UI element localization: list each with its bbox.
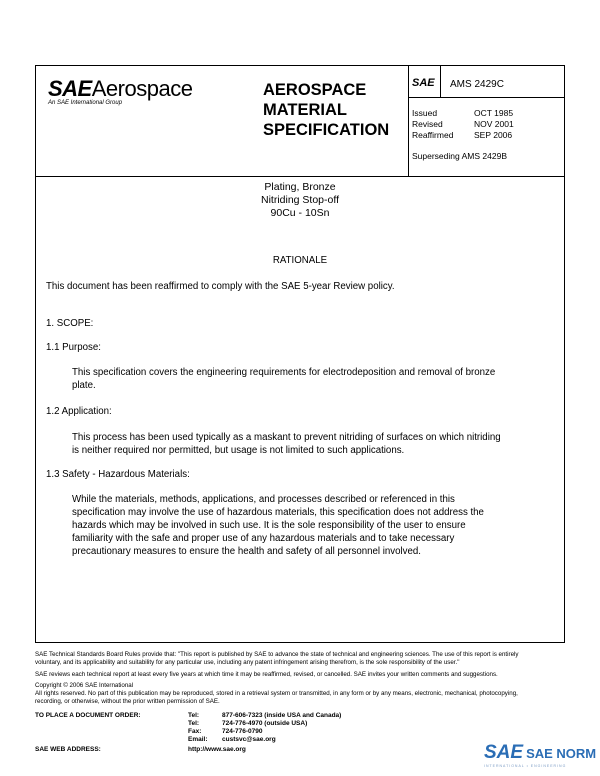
date-value: OCT 1985	[474, 108, 514, 118]
paragraph-line: plate.	[72, 380, 96, 391]
paragraph-line: This specification covers the engineering requirements for electrodeposition and removal of bronze	[72, 367, 496, 378]
section-safety-heading: 1.3 Safety - Hazardous Materials:	[46, 469, 190, 480]
contact-label: Fax:	[188, 728, 202, 735]
safety-paragraph	[72, 493, 552, 558]
sae-small-logo: SAE	[412, 77, 435, 89]
section-scope-heading: 1. SCOPE:	[46, 318, 94, 329]
paragraph-line: While the materials, methods, applications, and processes described or referenced in this	[72, 494, 455, 505]
contact-label: Tel:	[188, 720, 200, 727]
paragraph-line: precautionary measures to ensure the health and safety of all personnel involved.	[72, 546, 421, 557]
small-logo-divider	[440, 66, 441, 97]
contact-label: Tel:	[188, 712, 200, 719]
document-title	[263, 80, 403, 140]
contact-value: 724-776-0790	[222, 728, 263, 735]
paragraph-line: is neither required nor permitted, but usage is not limited to such applications.	[72, 445, 405, 456]
watermark-word: SAE NORM	[526, 746, 597, 761]
subject-line: Plating, Bronze	[264, 181, 336, 193]
application-paragraph	[72, 431, 552, 457]
footer-line: SAE reviews each technical report at least every five years at which time it may be reaffirmed, revised, or cancelled. SAE invites your written comments and suggestions.	[35, 670, 498, 678]
date-value: NOV 2001	[474, 119, 514, 129]
logo-brand-rest: Aerospace	[91, 76, 193, 101]
order-label: TO PLACE A DOCUMENT ORDER:	[35, 712, 141, 719]
contact-value: custsvc@sae.org	[222, 736, 276, 743]
footer-line: Copyright © 2006 SAE International	[35, 682, 134, 690]
section-application-heading: 1.2 Application:	[46, 406, 112, 417]
subject-block	[35, 181, 565, 220]
contact-value: 724-776-4970 (outside USA)	[222, 720, 308, 727]
date-value: SEP 2006	[474, 130, 513, 140]
watermark-sae: SAE	[484, 742, 524, 763]
web-label: SAE WEB ADDRESS:	[35, 746, 101, 753]
footer-line: SAE Technical Standards Board Rules provide that: "This report is published by SAE to advance the state of technical and engineering sciences. The use of this report is entirely	[35, 651, 519, 658]
date-label: Issued	[412, 108, 438, 118]
title-line: MATERIAL	[263, 101, 348, 119]
title-line: AEROSPACE	[263, 81, 367, 99]
watermark-sub: INTERNATIONAL • ENGINEERING	[484, 764, 567, 768]
superseding-value: AMS 2429B	[461, 151, 508, 161]
footer-line: voluntary, and its applicability and suitability for any particular use, including any patent infringement arising therefrom, is the sole responsibility of the user."	[35, 658, 460, 666]
superseding	[412, 151, 507, 161]
purpose-paragraph	[72, 366, 552, 392]
date-label: Revised	[412, 119, 443, 129]
paragraph-line: This process has been used typically as a maskant to prevent nitriding of surfaces on which nitriding	[72, 432, 501, 443]
paragraph-line: specification may involve the use of hazardous materials, this specification does not address the	[72, 507, 484, 518]
footer-line: recording, or otherwise, without the prior written permission of SAE.	[35, 697, 220, 705]
web-address[interactable]: http://www.sae.org	[188, 746, 246, 753]
footer-line: All rights reserved. No part of this publication may be reproduced, stored in a retrieval system or transmitted, in any form or by any means, electronic, mechanical, photocopying,	[35, 690, 518, 698]
paragraph-line: hazards which may be involved in such use. It is the sole responsibility of the user to ensure	[72, 520, 466, 531]
subject-line: Nitriding Stop-off	[260, 194, 339, 206]
contact-value: 877-606-7323 (inside USA and Canada)	[222, 712, 342, 719]
paragraph-line: familiarity with the safe and proper use of any hazardous materials and to take necessary	[72, 533, 455, 544]
sae-aerospace-logo	[48, 76, 192, 106]
rationale-text: This document has been reaffirmed to comply with the SAE 5-year Review policy.	[46, 281, 395, 292]
section-purpose-heading: 1.1 Purpose:	[46, 342, 101, 353]
contact-label: Email:	[188, 736, 208, 743]
footer-legal	[35, 651, 575, 706]
contact-values	[222, 712, 341, 744]
document-number: AMS 2429C	[450, 79, 504, 90]
contact-labels	[188, 712, 208, 744]
date-label: Reaffirmed	[412, 130, 454, 140]
docnum-divider	[408, 97, 564, 98]
header-divider	[36, 176, 564, 177]
logo-brand: SAE	[48, 76, 92, 101]
logo-subtitle: An SAE International Group	[48, 100, 123, 106]
date-block	[412, 108, 514, 141]
header-vertical-divider	[408, 66, 409, 176]
subject-line: 90Cu - 10Sn	[270, 207, 330, 219]
rationale-heading: RATIONALE	[272, 255, 328, 266]
superseding-label: Superseding	[412, 151, 460, 161]
title-line: SPECIFICATION	[263, 121, 390, 139]
sae-norm-watermark	[484, 742, 596, 768]
